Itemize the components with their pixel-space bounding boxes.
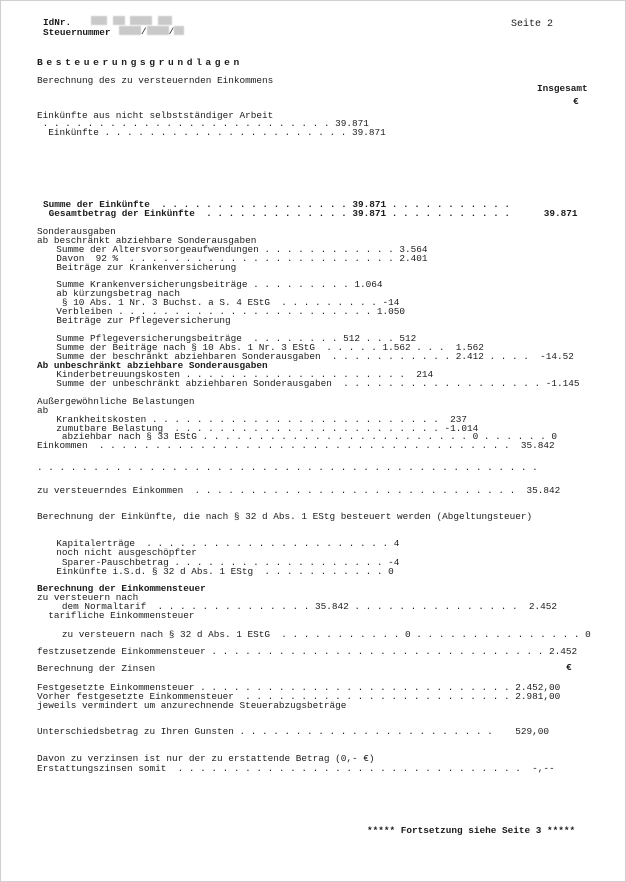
- line-sparer-pauschbetrag: Sparer-Pauschbetrag . . . . . . . . . . . . . . . . . . . -4: [45, 557, 400, 568]
- line-aussergewoehnliche: Außergewöhnliche Belastungen: [37, 396, 195, 407]
- line-erstattungszinsen: Erstattungszinsen somit . . . . . . . . . . . . . . . . . . . . . . . . . . . . . . . -,--: [37, 763, 555, 774]
- line-gesamtbetrag: Gesamtbetrag der Einkünfte . . . . . . . . . . . . . 39.871 . . . . . . . . . . . 39.871: [43, 208, 578, 219]
- steuernummer-slash-2: /: [168, 26, 175, 37]
- line-summe-pv: Summe Pflegeversicherungsbeiträge . . . . . . . . 512 . . . 512: [45, 333, 417, 344]
- line-einkuenfte: Einkünfte . . . . . . . . . . . . . . . . . . . . . . 39.871: [37, 127, 386, 138]
- line-festzusetzende-est: festzusetzende Einkommensteuer . . . . . . . . . . . . . . . . . . . . . . . . . . . . . . 2.452: [37, 646, 578, 657]
- line-kuerzungsbetrag: ab kürzungsbetrag nach: [45, 288, 181, 299]
- line-davon-92: Davon 92 % . . . . . . . . . . . . . . . . . . . . . . . . 2.401: [45, 253, 428, 264]
- line-beitraege-pv: Beiträge zur Pflegeversicherung: [45, 315, 231, 326]
- line-summe-unbeschraenkt: Summe der unbeschränkt abziehbaren Sonderausgaben . . . . . . . . . . . . . . . . . . -1.145: [45, 378, 580, 389]
- line-noch-nicht: noch nicht ausgeschöpfter: [45, 547, 197, 558]
- steuernummer-label: Steuernummer: [43, 27, 111, 38]
- line-zu-versteuern-32d: zu versteuern nach § 32 d Abs. 1 EStG . . . . . . . . . . . 0 . . . . . . . . . . . . . . . 0: [45, 629, 591, 640]
- line-zumutbare-belastung: zumutbare Belastung . . . . . . . . . . . . . . . . . . . . . . . . -1.014: [45, 423, 479, 434]
- line-ab-beschraenkt: ab beschränkt abziehbare Sonderausgaben: [37, 235, 257, 246]
- steuernummer-slash-1: /: [141, 26, 147, 37]
- line-summe-kv: Summe Krankenversicherungsbeiträge . . . . . . . . . 1.064: [45, 279, 383, 290]
- line-tarifliche-est: tarifliche Einkommensteuer: [37, 610, 195, 621]
- line-altersvorsorge: Summe der Altersvorsorgeaufwendungen . . . . . . . . . . . . 3.564: [45, 244, 428, 255]
- line-vorher-festgesetzte: Vorher festgesetzte Einkommensteuer . . . . . . . . . . . . . . . . . . . . . . . . 2.981,00: [37, 691, 561, 702]
- line-dotted-separator: . . . . . . . . . . . . . . . . . . . . . . . . . . . . . . . . . . . . . . . . . . . . .: [37, 462, 538, 473]
- column-header-total: Insgesamt: [537, 83, 588, 94]
- line-kinderbetreuung: Kinderbetreuungskosten . . . . . . . . . . . . . . . . . . . . 214: [45, 369, 434, 380]
- zinsen-currency: €: [566, 662, 572, 673]
- line-ab-unbeschraenkt: Ab unbeschränkt abziehbare Sonderausgaben: [37, 360, 268, 371]
- document-subtitle: Berechnung des zu versteuernden Einkommens: [37, 75, 274, 86]
- line-davon-zu-verzinsen: Davon zu verzinsen ist nur der zu erstattende Betrag (0,- €): [37, 753, 375, 764]
- page-number: Seite 2: [511, 19, 554, 30]
- line-einkommen: Einkommen . . . . . . . . . . . . . . . . . . . . . . . . . . . . . . . . . . . . . 35.842: [37, 440, 555, 451]
- line-summe-beitraege: Summe der Beiträge nach § 10 Abs. 1 Nr. 3 EStG . . . . . 1.562 . . . 1.562: [45, 342, 484, 353]
- line-abgeltungsteuer-heading: Berechnung der Einkünfte, die nach § 32 d Abs. 1 EStg besteuert werden (Abgeltungsteuer): [37, 511, 533, 522]
- line-berechnung-est: Berechnung der Einkommensteuer: [37, 583, 206, 594]
- line-jeweils-vermindert: jeweils vermindert um anzurechnende Steuerabzugsbeträge: [37, 700, 347, 711]
- line-summe-einkuenfte: Summe der Einkünfte . . . . . . . . . . . . . . . . . 39.871 . . . . . . . . . . .: [43, 199, 510, 210]
- line-einkuenfte-32d: Einkünfte i.S.d. § 32 d Abs. 1 EStg . . . . . . . . . . . 0: [45, 566, 394, 577]
- line-summe-beschraenkt: Summe der beschränkt abziehbaren Sonderausgaben . . . . . . . . . . . 2.412 . . . . -14.52: [45, 351, 574, 362]
- line-sonderausgaben: Sonderausgaben: [37, 226, 116, 237]
- line-abziehbar-33: abziehbar nach § 33 EStG . . . . . . . . . . . . . . . . . . . . . . . . 0 . . . . . . 0: [45, 431, 557, 442]
- line-zu-versteuerndes: zu versteuerndes Einkommen . . . . . . . . . . . . . . . . . . . . . . . . . . . . . 35.842: [37, 485, 561, 496]
- document-title: Besteuerungsgrundlagen: [37, 57, 243, 68]
- line-einkuenfte-nsa: Einkünfte aus nicht selbstständiger Arbeit: [37, 110, 274, 121]
- line-paragraph-10: § 10 Abs. 1 Nr. 3 Buchst. a S. 4 EStG . . . . . . . . . -14: [45, 297, 400, 308]
- column-header-currency: €: [573, 96, 579, 107]
- steuernummer-redacted: [119, 26, 184, 37]
- line-normaltarif: dem Normaltarif . . . . . . . . . . . . . . 35.842 . . . . . . . . . . . . . . . 2.452: [45, 601, 557, 612]
- line-ab: ab: [37, 405, 49, 416]
- line-zu-versteuern-nach: zu versteuern nach: [37, 592, 139, 603]
- line-verbleiben: Verbleiben . . . . . . . . . . . . . . . . . . . . . . . 1.050: [45, 306, 406, 317]
- idnr-label: IdNr.: [43, 17, 72, 28]
- line-festgesetzte-est: Festgesetzte Einkommensteuer . . . . . . . . . . . . . . . . . . . . . . . . . . . . 2.452,00: [37, 682, 561, 693]
- line-berechnung-zinsen: Berechnung der Zinsen: [37, 663, 156, 674]
- line-kapitalertraege: Kapitalerträge . . . . . . . . . . . . . . . . . . . . . . 4: [45, 538, 400, 549]
- line-beitraege-kv: Beiträge zur Krankenversicherung: [45, 262, 237, 273]
- line-unterschiedsbetrag: Unterschiedsbetrag zu Ihren Gunsten . . . . . . . . . . . . . . . . . . . . . . . 529,00: [37, 726, 549, 737]
- line-krankheitskosten: Krankheitskosten . . . . . . . . . . . . . . . . . . . . . . . . . . 237: [45, 414, 467, 425]
- line-einkuenfte-value: . . . . . . . . . . . . . . . . . . . . . . . . . . 39.871: [37, 118, 369, 129]
- page-continuation-note: ***** Fortsetzung siehe Seite 3 *****: [367, 825, 576, 836]
